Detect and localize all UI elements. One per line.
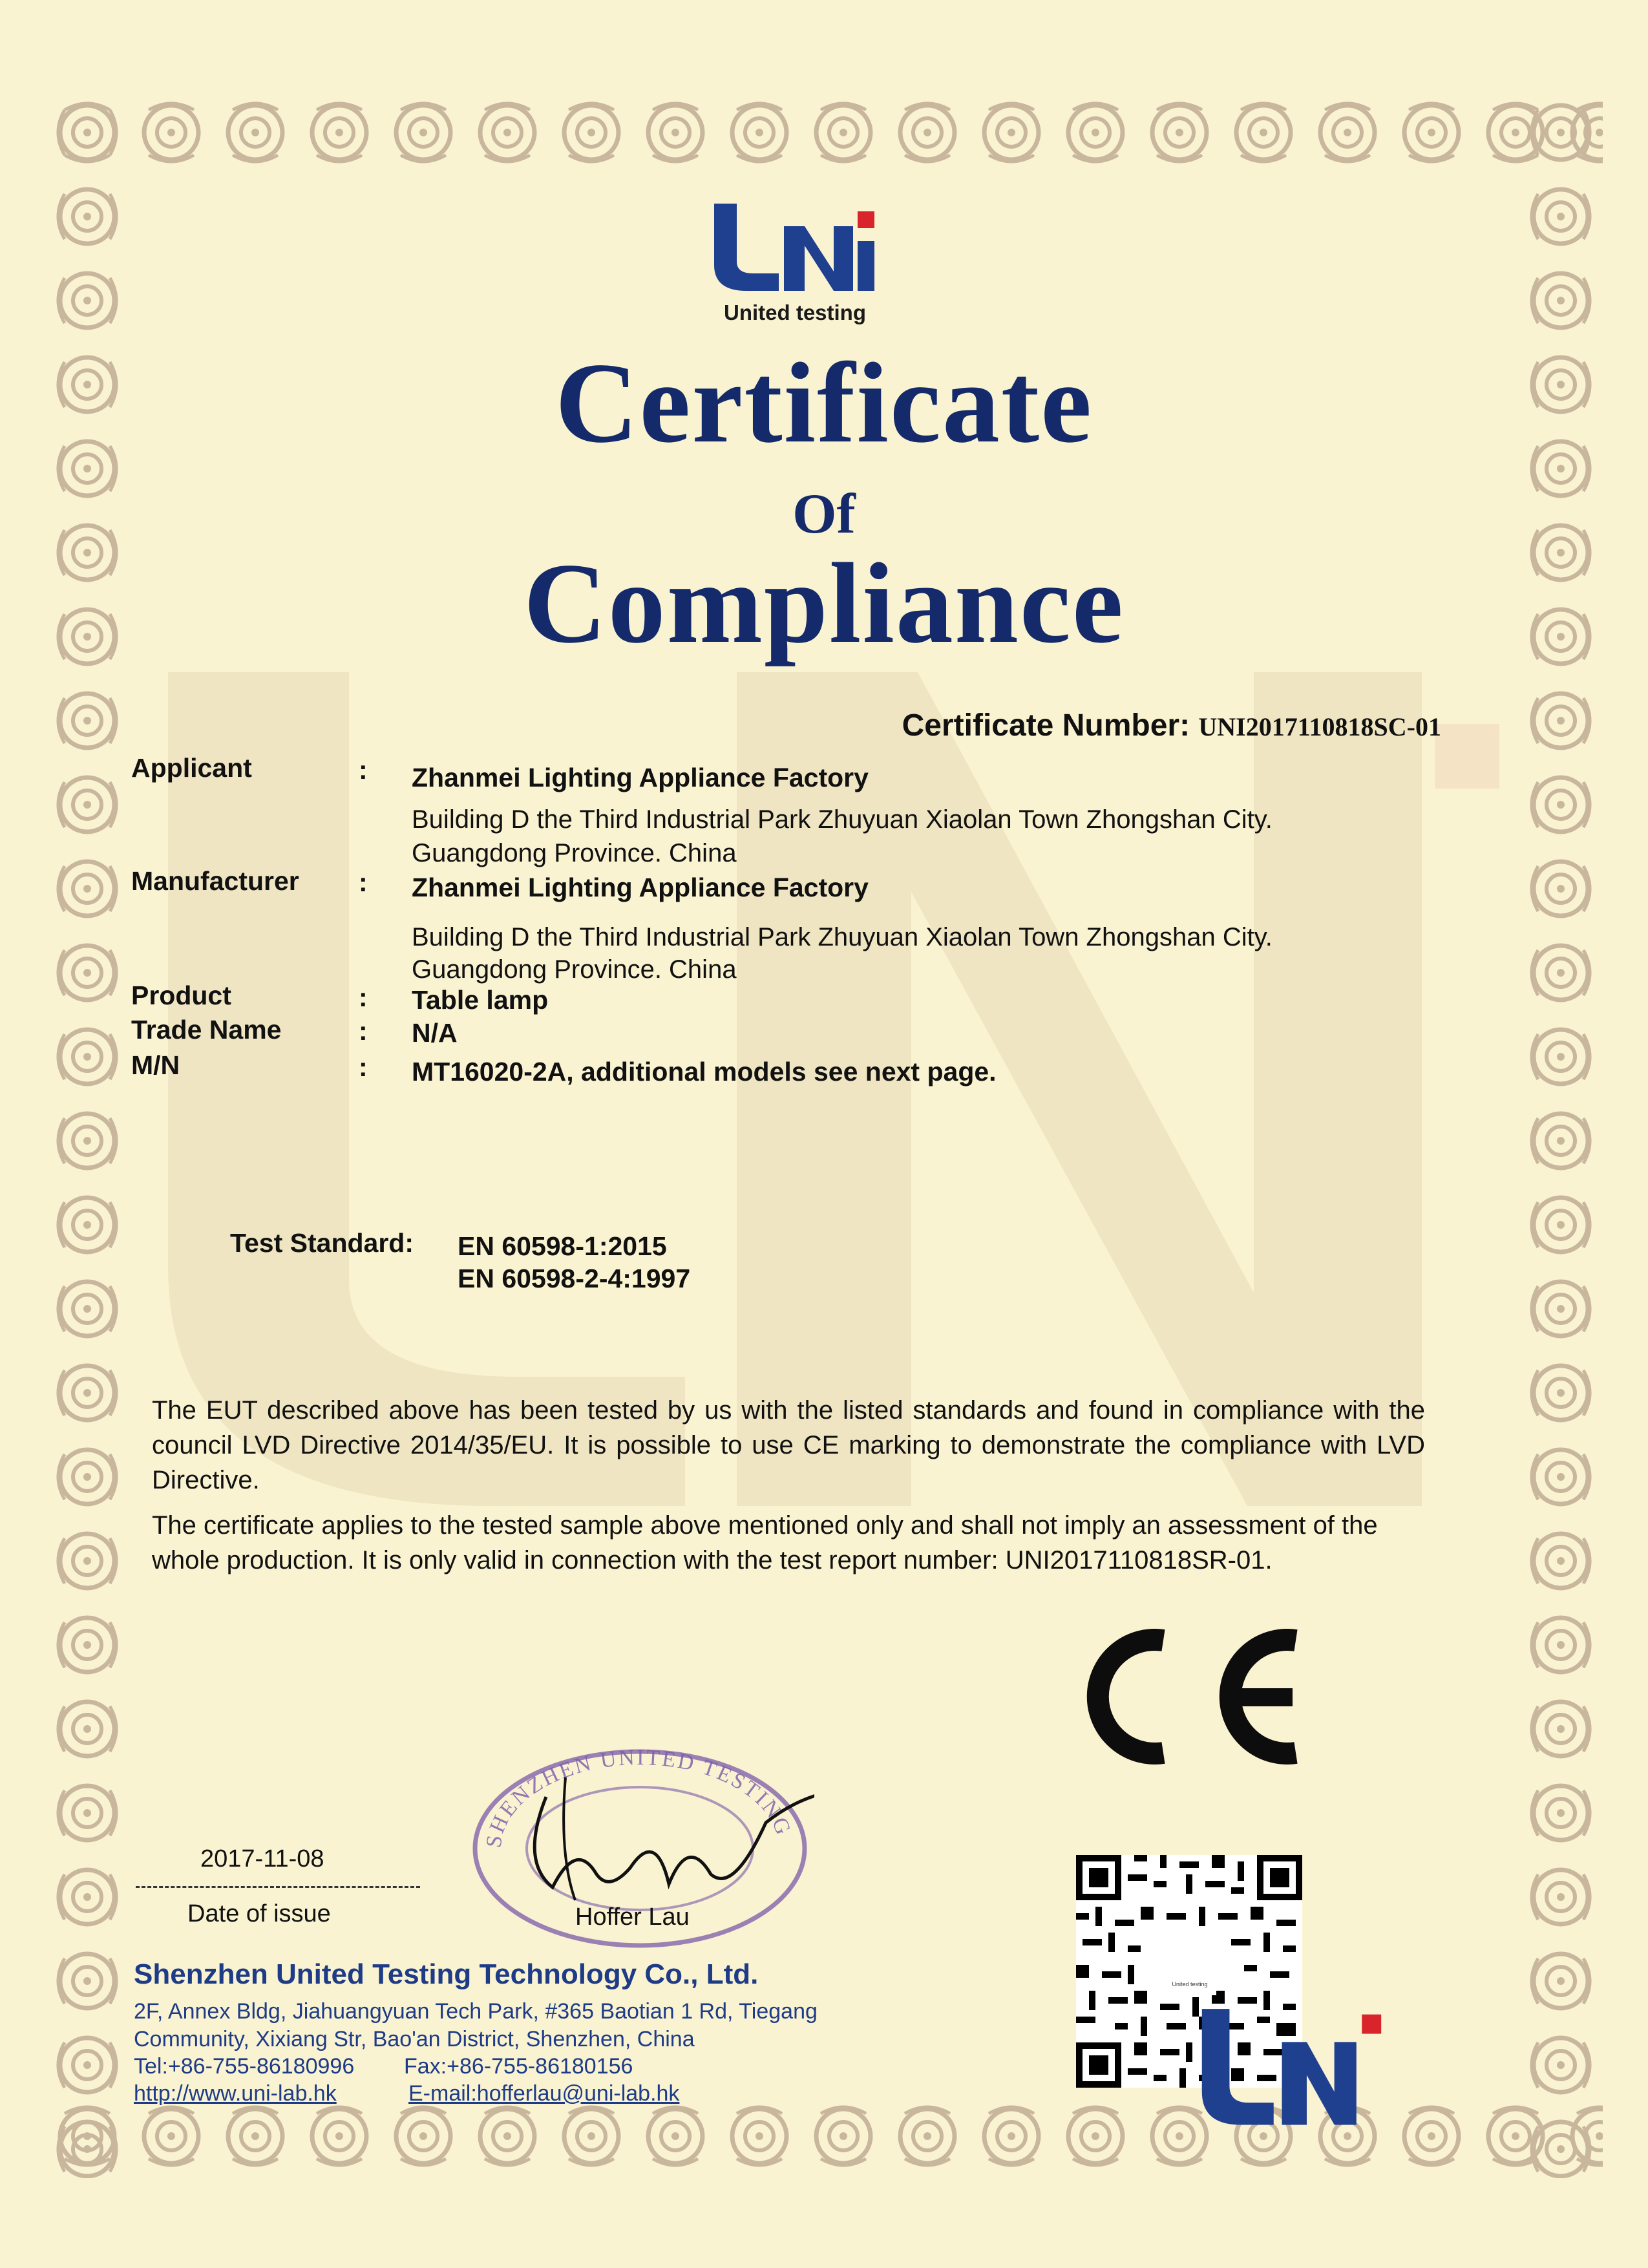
title-certificate: Certificate [555,339,1093,467]
border-pattern-top [45,90,1603,175]
issue-date-caption: Date of issue [187,1900,331,1927]
applicant-label: Applicant [131,753,252,783]
signer-name: Hoffer Lau [575,1903,690,1931]
issuer-address-line1: 2F, Annex Bldg, Jiahuangyuan Tech Park, #365 Baotian 1 Rd, Tiegang [134,1999,818,2024]
applicant-address-line1: Building D the Third Industrial Park Zhuyuan Xiaolan Town Zhongshan City. [412,805,1273,834]
model-colon: : [359,1052,368,1082]
logo-tagline: United testing [724,301,866,324]
applicant-name: Zhanmei Lighting Appliance Factory [412,763,869,792]
uni-logo [708,197,882,326]
qr-logo-mark [1163,1942,1389,2175]
statement-paragraph-1: The EUT described above has been tested by us with the listed standards and found in compliance with the council LVD Directive 2014/35/EU. It is possible to use CE marking to demonstrate the compliance with LVD Directive. [152,1396,1425,1494]
product-value: Table lamp [412,985,549,1015]
applicant-address-line2: Guangdong Province. China [412,839,737,867]
statement-paragraph-2: The certificate applies to the tested sample above mentioned only and shall not imply an assessment of the whole production. It is only valid in connection with the test report number: UNI2017110818SR-01. [152,1511,1378,1574]
product-colon: : [359,982,368,1012]
qr-logo-tagline: United testing [1172,1981,1208,1987]
certificate-number-label: Certificate Number: [902,708,1190,743]
manufacturer-label: Manufacturer [131,866,299,896]
issuer-fax: Fax:+86-755-86180156 [404,2054,633,2079]
certificate-number [902,708,1441,743]
test-standard-1: EN 60598-1:2015 [458,1231,667,1261]
svg-text:SHENZHEN UNITED TESTING TECHNO [462,1739,798,1849]
product-label: Product [131,980,231,1010]
manufacturer-colon: : [359,867,368,897]
issuer-website-link[interactable]: http://www.uni-lab.hk [134,2081,337,2106]
stamp-text: SHENZHEN UNITED TESTING [481,1745,796,1850]
issuer-tel: Tel:+86-755-86180996 [134,2054,355,2079]
manufacturer-name: Zhanmei Lighting Appliance Factory [412,873,869,902]
issuer-address-line2: Community, Xixiang Str, Bao'an District, Shenzhen, China [134,2027,695,2051]
model-label: M/N [131,1050,180,1080]
certificate-number-value: UNI2017110818SC-01 [1198,712,1441,741]
manufacturer-address-line2: Guangdong Province. China [412,955,737,984]
issue-date: 2017-11-08 [200,1845,324,1872]
qr-center-logo [1163,1942,1216,1995]
trade-name-colon: : [359,1016,368,1046]
date-divider [136,1886,420,1888]
title-of: Of [792,483,856,546]
trade-name-value: N/A [412,1018,458,1048]
test-standard-label: Test Standard: [230,1228,414,1258]
applicant-colon: : [359,755,368,785]
trade-name-label: Trade Name [131,1015,282,1044]
title-compliance: Compliance [523,539,1125,667]
uni-logo-mark [708,197,882,294]
manufacturer-address-line1: Building D the Third Industrial Park Zhuyuan Xiaolan Town Zhongshan City. [412,923,1273,951]
test-standard-2: EN 60598-2-4:1997 [458,1264,691,1293]
issuer-email-link[interactable]: E-mail:hofferlau@uni-lab.hk [408,2081,680,2106]
ornamental-border-top [45,90,1603,175]
issuer-company-name: Shenzhen United Testing Technology Co., Ltd. [134,1958,759,1990]
ce-mark-icon [1057,1629,1302,1765]
model-value: MT16020-2A, additional models see next page. [412,1057,997,1086]
qr-code[interactable] [1076,1855,1302,2088]
